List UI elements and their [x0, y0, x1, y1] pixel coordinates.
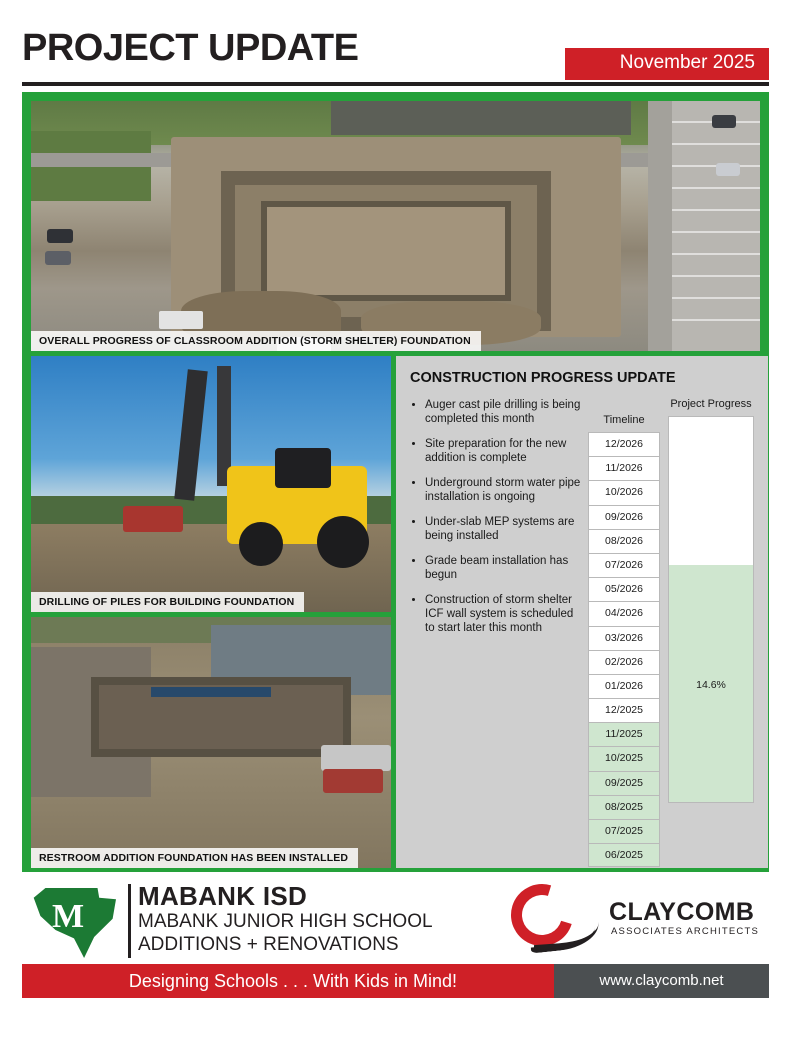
timeline-cell: 10/2025 [588, 746, 660, 770]
claycomb-logo [505, 880, 765, 958]
photo-pile-drilling [31, 356, 391, 612]
timeline-cell: 03/2026 [588, 626, 660, 650]
tagline-banner: Designing Schools . . . With Kids in Mind! [22, 964, 564, 998]
list-item: • Grade beam installation has begun [425, 554, 582, 582]
project-update-page [0, 26, 791, 1050]
timeline-cell: 11/2026 [588, 456, 660, 480]
page-header [22, 26, 769, 86]
list-item: • Under-slab MEP systems are being installed [425, 515, 582, 543]
timeline-cell: 12/2025 [588, 698, 660, 722]
timeline-cell: 08/2026 [588, 529, 660, 553]
list-item: • Auger cast pile drilling is being completed this month [425, 398, 582, 426]
restroom-foundation-image [31, 617, 391, 868]
lower-content-row [31, 356, 760, 868]
district-name: MABANK ISD [138, 881, 308, 911]
timeline-cell: 05/2026 [588, 577, 660, 601]
timeline-cell-list [588, 432, 660, 867]
list-item: • Underground storm water pipe installation is ongoing [425, 476, 582, 504]
photo-overall-progress [31, 101, 760, 351]
timeline-header: Timeline [603, 414, 645, 426]
left-photo-column [31, 356, 391, 868]
footer-vertical-divider [128, 884, 131, 958]
progress-header: Project Progress [670, 398, 752, 410]
district-block [138, 882, 433, 956]
aerial-site-image [31, 101, 760, 351]
school-name: MABANK JUNIOR HIGH SCHOOL [138, 911, 433, 932]
mabank-panther-logo [32, 886, 124, 964]
website-url[interactable]: www.claycomb.net [554, 964, 769, 998]
photo-caption: OVERALL PROGRESS OF CLASSROOM ADDITION (STORM SHELTER) FOUNDATION [31, 331, 481, 351]
progress-bar [668, 416, 754, 803]
progress-bullet-list [410, 398, 588, 867]
timeline-cell: 07/2026 [588, 553, 660, 577]
page-footer [22, 880, 769, 998]
construction-progress-panel [396, 356, 768, 868]
timeline-cell: 11/2025 [588, 722, 660, 746]
photo-caption: RESTROOM ADDITION FOUNDATION HAS BEEN INSTALLED [31, 848, 358, 868]
project-progress-column [668, 398, 754, 867]
list-item: • Construction of storm shelter ICF wall system is scheduled to start later this month [425, 593, 582, 635]
firm-subtitle: ASSOCIATES ARCHITECTS [611, 926, 760, 937]
timeline-cell: 04/2026 [588, 601, 660, 625]
photo-restroom-foundation [31, 617, 391, 868]
timeline-cell: 08/2025 [588, 795, 660, 819]
progress-value-label: 14.6% [696, 678, 726, 691]
timeline-cell: 10/2026 [588, 480, 660, 504]
project-scope: ADDITIONS + RENOVATIONS [138, 934, 399, 955]
content-frame [22, 92, 769, 872]
header-divider [22, 82, 769, 86]
panel-title: CONSTRUCTION PROGRESS UPDATE [410, 370, 676, 386]
timeline-cell: 02/2026 [588, 650, 660, 674]
timeline-cell: 01/2026 [588, 674, 660, 698]
timeline-cell: 12/2026 [588, 432, 660, 456]
claycomb-swish-icon-2 [532, 916, 596, 950]
logo-letter: M [52, 898, 85, 935]
photo-caption: DRILLING OF PILES FOR BUILDING FOUNDATION [31, 592, 304, 612]
timeline-cell: 07/2025 [588, 819, 660, 843]
timeline-cell: 09/2026 [588, 505, 660, 529]
list-item: • Site preparation for the new addition is complete [425, 437, 582, 465]
firm-name: CLAYCOMB [609, 898, 755, 926]
drilling-rig-image [31, 356, 391, 612]
page-title: PROJECT UPDATE [22, 27, 359, 69]
timeline-cell: 09/2025 [588, 771, 660, 795]
issue-date-badge: November 2025 [565, 48, 769, 80]
timeline-column [588, 398, 660, 867]
timeline-cell: 06/2025 [588, 843, 660, 867]
